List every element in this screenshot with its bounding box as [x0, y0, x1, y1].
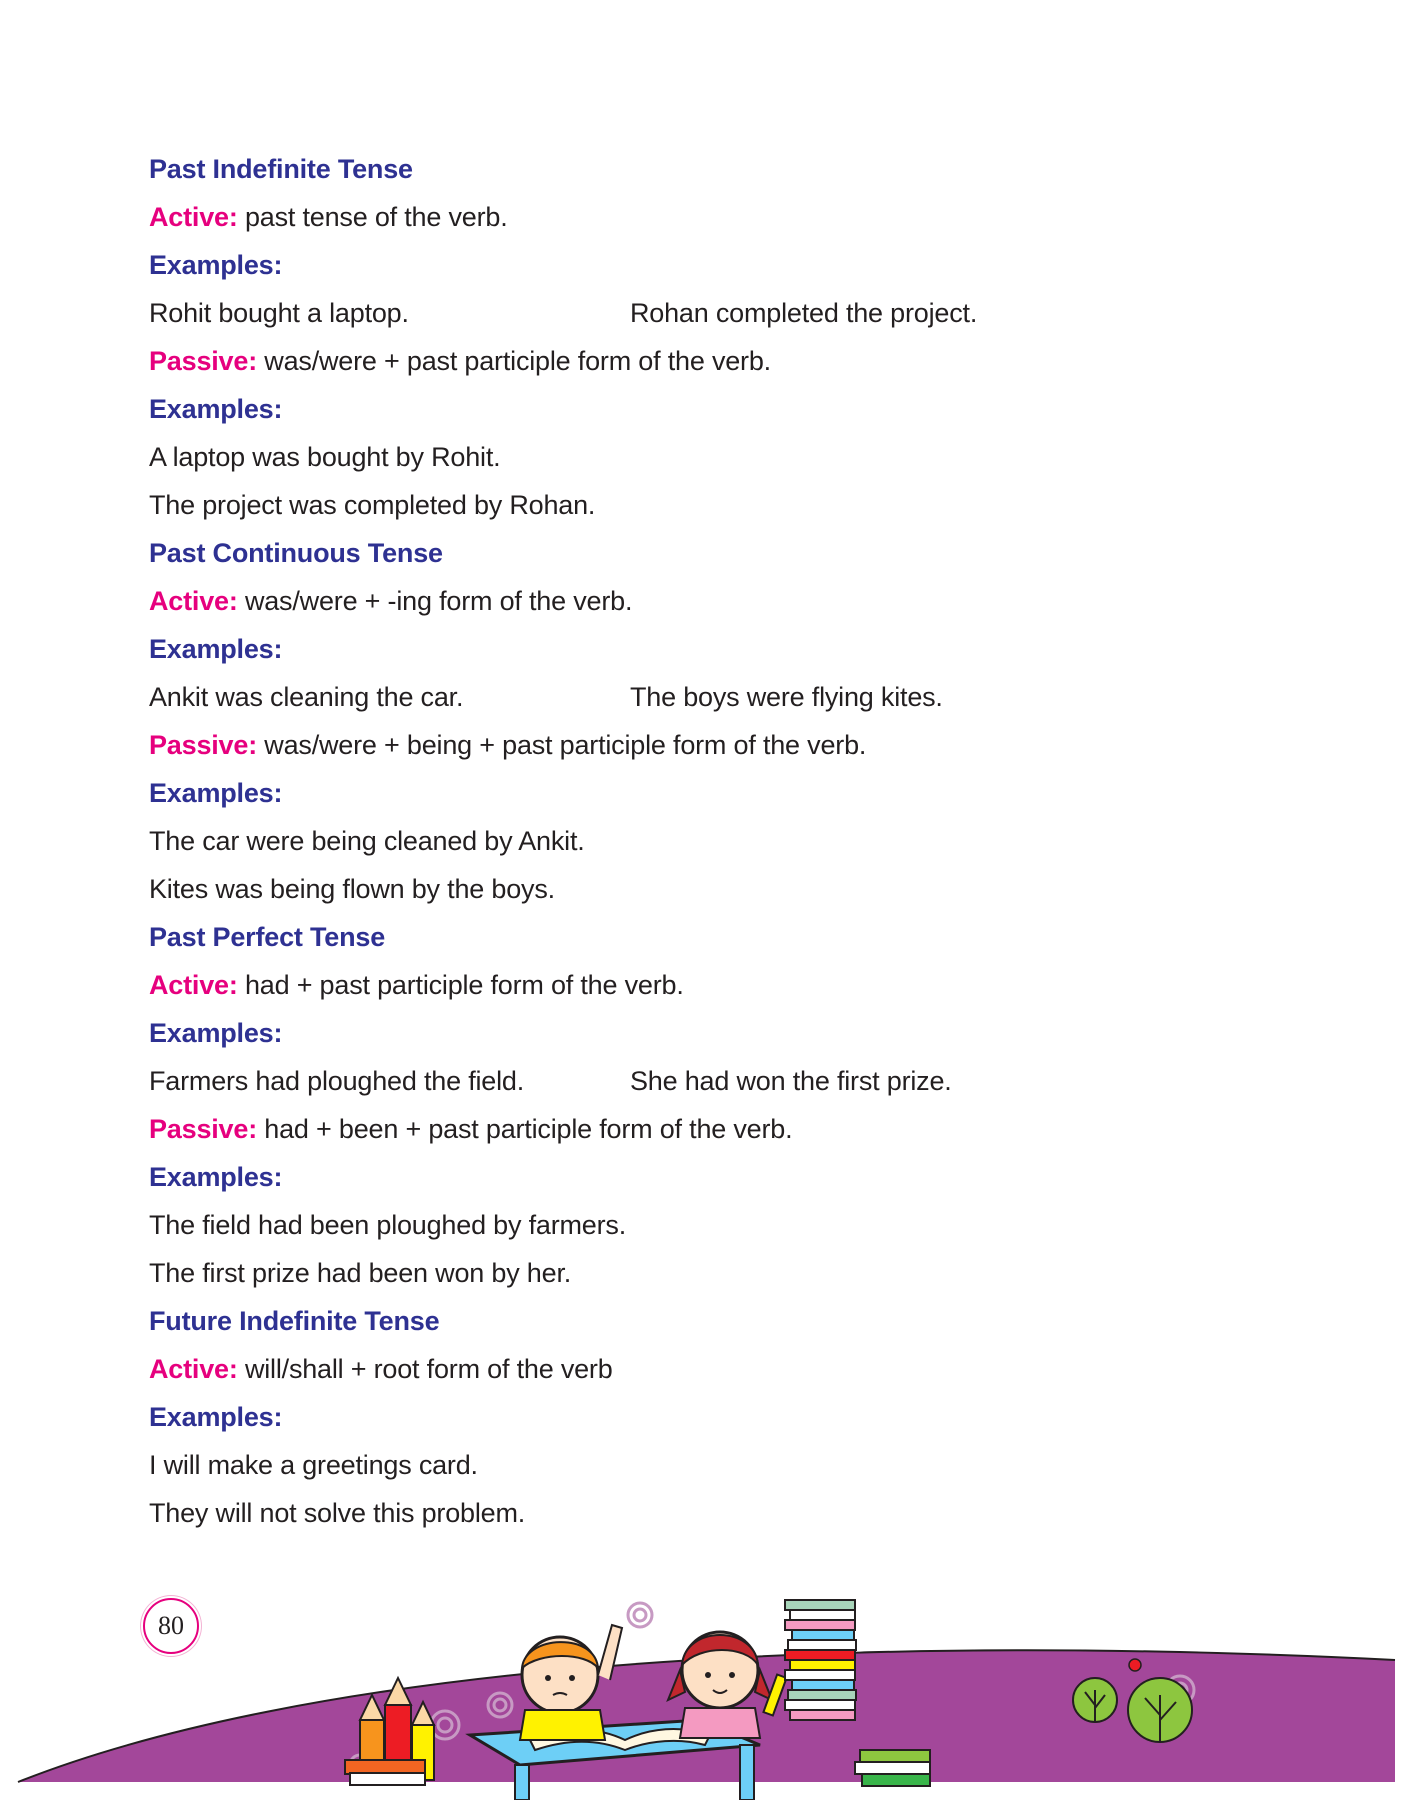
example-sentence: The boys were flying kites. [630, 682, 943, 712]
example-sentence: Rohit bought a laptop. [149, 298, 409, 328]
section-title: Future Indefinite Tense [149, 1306, 440, 1336]
example-sentence: The car were being cleaned by Ankit. [149, 826, 585, 856]
passive-rule-line [149, 1105, 1299, 1153]
example-sentence: The first prize had been won by her. [149, 1258, 572, 1288]
active-label: Active: [149, 970, 238, 1000]
example-sentence: I will make a greetings card. [149, 1450, 478, 1480]
active-rule-line [149, 961, 1299, 1009]
example-sentence: Ankit was cleaning the car. [149, 682, 464, 712]
page-number: 80 [143, 1598, 199, 1654]
section-title: Past Continuous Tense [149, 538, 443, 568]
books-tower-icon [785, 1600, 856, 1720]
active-rule-line [149, 577, 1299, 625]
examples-label: Examples: [149, 1402, 283, 1432]
examples-label: Examples: [149, 634, 283, 664]
active-rule-line [149, 1345, 1299, 1393]
active-rule: past tense of the verb. [237, 202, 508, 232]
active-rule: will/shall + root form of the verb [237, 1354, 613, 1384]
passive-rule: had + been + past participle form of the verb. [256, 1114, 793, 1144]
passive-label: Passive: [149, 346, 257, 376]
books-pile-icon [855, 1750, 930, 1786]
active-label: Active: [149, 202, 238, 232]
examples-label: Examples: [149, 778, 283, 808]
passive-rule-line [149, 337, 1299, 385]
active-rule: had + past participle form of the verb. [237, 970, 684, 1000]
active-label: Active: [149, 1354, 238, 1384]
active-rule: was/were + -ing form of the verb. [237, 586, 633, 616]
footer-illustration [0, 1560, 1417, 1800]
active-label: Active: [149, 586, 238, 616]
passive-rule-line [149, 721, 1299, 769]
passive-label: Passive: [149, 730, 257, 760]
example-pair [149, 289, 1299, 337]
example-sentence: Farmers had ploughed the field. [149, 1066, 525, 1096]
page-content [149, 145, 1299, 1537]
example-pair [149, 673, 1299, 721]
books-stack-icon [345, 1760, 425, 1785]
example-sentence: The field had been ploughed by farmers. [149, 1210, 627, 1240]
examples-label: Examples: [149, 250, 283, 280]
example-sentence: The project was completed by Rohan. [149, 490, 596, 520]
passive-rule: was/were + being + past participle form of the verb. [256, 730, 867, 760]
examples-label: Examples: [149, 1018, 283, 1048]
example-sentence: She had won the first prize. [630, 1066, 952, 1096]
section-title: Past Perfect Tense [149, 922, 386, 952]
passive-rule: was/were + past participle form of the verb. [256, 346, 771, 376]
examples-label: Examples: [149, 394, 283, 424]
example-sentence: Kites was being flown by the boys. [149, 874, 555, 904]
active-rule-line [149, 193, 1299, 241]
passive-label: Passive: [149, 1114, 257, 1144]
examples-label: Examples: [149, 1162, 283, 1192]
example-pair [149, 1057, 1299, 1105]
example-sentence: Rohan completed the project. [630, 298, 978, 328]
section-title: Past Indefinite Tense [149, 154, 413, 184]
example-sentence: A laptop was bought by Rohit. [149, 442, 501, 472]
example-sentence: They will not solve this problem. [149, 1498, 526, 1528]
